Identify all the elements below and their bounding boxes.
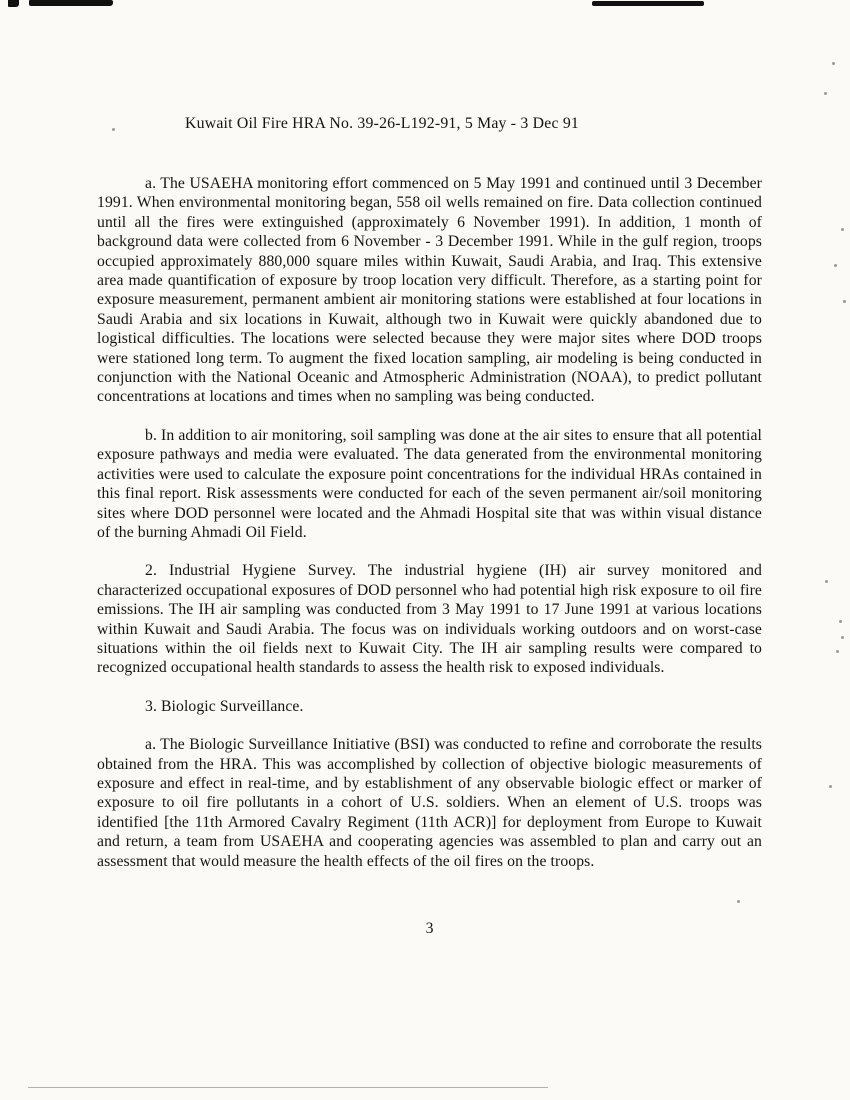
- scan-speck: [841, 228, 844, 231]
- scan-speck: [839, 620, 842, 623]
- scan-speck: [836, 650, 839, 653]
- document-title: Kuwait Oil Fire HRA No. 39-26-L192-91, 5 May - 3 Dec 91: [185, 115, 580, 132]
- scan-artifact-corner: [8, 0, 19, 7]
- scan-artifact-top-left: [29, 0, 113, 6]
- scan-speck: [824, 92, 827, 95]
- paragraph-1a: a. The USAEHA monitoring effort commenced on 5 May 1991 and continued until 3 December 1991. When environmental monitoring began, 558 oil wells remained on fire. Data collection continued until all the fires were extinguished (approximately 6 November 1991). In addition, 1 month of background data were collected from 6 November - 3 December 1991. While in the gulf region, troops occupied approximately 880,000 square miles within Kuwait, Saudi Arabia, and Iraq. This extensive area made quantification of exposure by troop location very difficult. Therefore, as a starting point for exposure measurement, permanent ambient air monitoring stations were established at four locations in Saudi Arabia and six locations in Kuwait, although two in Kuwait were quickly abandoned due to logistical difficulties. The locations were selected because they were major sites where DOD troops were stationed long term. To augment the fixed location sampling, air modeling is being conducted in conjunction with the National Oceanic and Atmospheric Administration (NOAA), to predict pollutant concentrations at locations and times when no sampling was being conducted.: [97, 175, 762, 406]
- scan-artifact-top-middle: [592, 1, 704, 6]
- scan-speck: [832, 62, 835, 65]
- paragraph-1b: b. In addition to air monitoring, soil sampling was done at the air sites to ensure that all potential exposure pathways and media were evaluated. The data generated from the environmental monitoring activities were used to calculate the exposure point concentrations for the individual HRAs contained in this final report. Risk assessments were conducted for each of the seven permanent air/soil monitoring sites where DOD personnel were located and the Ahmadi Hospital site that was within visual distance of the burning Ahmadi Oil Field.: [97, 426, 762, 541]
- paragraph-3-biologic-surveillance-heading: 3. Biologic Surveillance.: [145, 697, 304, 715]
- document-content: [97, 115, 762, 938]
- scan-speck: [841, 636, 844, 639]
- paragraph-2-industrial-hygiene: 2. Industrial Hygiene Survey. The industrial hygiene (IH) air survey monitored and characterized occupational exposures of DOD personnel who had potential high risk exposure to oil fire emissions. The IH air sampling was conducted from 3 May 1991 to 17 June 1991 at various locations within Kuwait and Saudi Arabia. The focus was on individuals working outdoors and on worst-case situations within the oil fields next to Kuwait City. The IH air sampling results were compared to recognized occupational health standards to assess the health risk to exposed individuals.: [97, 562, 762, 677]
- scan-speck: [843, 300, 846, 303]
- scan-artifact-bottom-line: [28, 1087, 548, 1088]
- scan-speck: [834, 264, 837, 267]
- scan-speck: [829, 785, 832, 788]
- page-number: 3: [425, 920, 434, 937]
- scan-speck: [825, 580, 828, 583]
- paragraph-3a: a. The Biologic Surveillance Initiative (BSI) was conducted to refine and corroborate the results obtained from the HRA. This was accomplished by collection of objective biologic measurements of exposure and effect in real-time, and by establishment of any observable biologic effect or marker of exposure to oil fire pollutants in a cohort of U.S. soldiers. When an element of U.S. troops was identified [the 11th Armored Cavalry Regiment (11th ACR)] for deployment from Europe to Kuwait and return, a team from USAEHA and cooperating agencies was assembled to plan and carry out an assessment that would measure the health effects of the oil fires on the troops.: [97, 736, 762, 870]
